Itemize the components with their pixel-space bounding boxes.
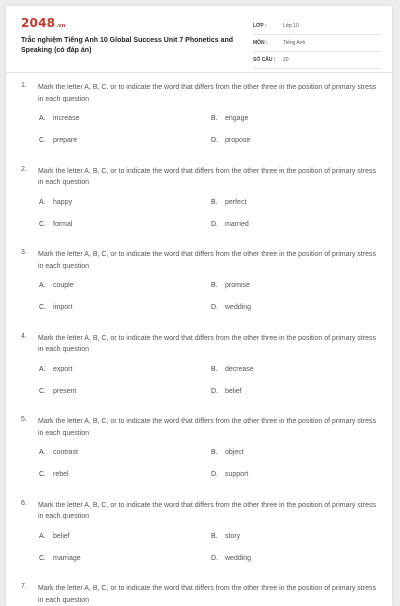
question-text: Mark the letter A, B, C, or to indicate the word that differs from the other three in the position of primary stress in each question [38, 585, 376, 604]
option-letter: A. [39, 532, 46, 540]
option-text: engage [225, 115, 249, 122]
option-letter: C. [39, 220, 46, 228]
question-text: Mark the letter A, B, C, or to indicate the word that differs from the other three in the position of primary stress in each question [38, 501, 376, 520]
meta-label: LỚP : [253, 23, 267, 29]
answer-option[interactable] [211, 115, 248, 122]
question-number: 5. [21, 416, 27, 423]
answer-option[interactable] [211, 471, 248, 478]
answer-option[interactable] [39, 199, 72, 206]
option-text: married [225, 220, 249, 228]
option-text: object [225, 449, 244, 456]
option-text: promise [225, 282, 250, 289]
question-number: 2. [21, 165, 27, 173]
answer-option[interactable] [39, 137, 77, 144]
document-page [6, 6, 392, 606]
answer-option[interactable] [39, 449, 78, 456]
option-text: wedding [225, 304, 252, 311]
option-text: couple [53, 282, 74, 289]
option-letter: D. [211, 304, 218, 311]
answer-option[interactable] [39, 471, 69, 478]
option-text: marriage [53, 554, 81, 562]
question-text: Mark the letter A, B, C, or to indicate the word that differs from the other three in the position of primary stress in each question [38, 418, 376, 437]
meta-row-class [253, 18, 381, 35]
meta-label: SỐ CÂU : [253, 57, 276, 63]
option-letter: C. [39, 304, 46, 311]
answer-option[interactable] [39, 304, 72, 311]
option-text: present [53, 387, 77, 395]
answer-option[interactable] [211, 199, 246, 206]
answer-option[interactable] [39, 555, 81, 562]
question-number: 4. [21, 332, 27, 340]
question-number: 3. [21, 249, 27, 256]
option-text: increase [53, 115, 80, 122]
option-letter: B. [211, 365, 218, 373]
option-letter: C. [39, 554, 46, 562]
option-letter: C. [39, 137, 46, 144]
option-text: wedding [225, 554, 252, 562]
meta-row-count [253, 52, 381, 69]
option-text: import [53, 304, 73, 311]
answer-option[interactable] [211, 533, 240, 540]
option-letter: D. [211, 220, 218, 228]
answer-option[interactable] [39, 366, 72, 373]
question-number: 6. [21, 499, 27, 507]
meta-table [253, 18, 381, 69]
option-letter: A. [39, 449, 46, 456]
answer-option[interactable] [211, 137, 250, 144]
option-letter: A. [39, 198, 46, 206]
site-logo[interactable] [21, 16, 66, 30]
option-letter: D. [211, 471, 218, 478]
meta-value: Tiếng Anh [283, 40, 306, 46]
answer-option[interactable] [211, 449, 244, 456]
answer-option[interactable] [39, 282, 74, 289]
answer-option[interactable] [211, 282, 250, 289]
answer-option[interactable] [39, 388, 76, 395]
option-letter: D. [211, 137, 218, 144]
meta-row-subject [253, 35, 381, 52]
question-number: 1. [21, 82, 27, 89]
option-text: perfect [225, 198, 247, 206]
meta-value: 20 [283, 57, 289, 63]
option-text: story [225, 532, 241, 540]
logo-text: 2048 [21, 16, 56, 30]
option-letter: A. [39, 365, 46, 373]
question-text: Mark the letter A, B, C, or to indicate the word that differs from the other three in the position of primary stress in each question [38, 334, 376, 353]
option-text: formal [53, 220, 73, 228]
option-text: prepare [53, 137, 78, 144]
option-text: rebel [53, 471, 69, 478]
question-text: Mark the letter A, B, C, or to indicate the word that differs from the other three in the position of primary stress in each question [38, 251, 376, 270]
option-text: decrease [225, 365, 254, 373]
answer-option[interactable] [39, 221, 72, 228]
option-text: support [225, 471, 249, 478]
option-letter: D. [211, 387, 218, 395]
option-letter: B. [211, 532, 218, 540]
option-letter: A. [39, 115, 46, 122]
option-letter: B. [211, 449, 218, 456]
option-letter: C. [39, 387, 46, 395]
answer-option[interactable] [39, 115, 79, 122]
meta-label: MÔN : [253, 40, 268, 46]
meta-value: Lớp 10 [283, 23, 299, 29]
answer-option[interactable] [211, 304, 251, 311]
option-letter: C. [39, 471, 46, 478]
question-text: Mark the letter A, B, C, or to indicate the word that differs from the other three in the position of primary stress in each question [38, 167, 376, 186]
page-title: Trắc nghiệm Tiếng Anh 10 Global Success Unit 7 Phonetics and Speaking (có đáp án) [21, 37, 233, 54]
option-text: contrast [53, 449, 78, 456]
answer-option[interactable] [211, 366, 254, 373]
option-letter: B. [211, 198, 218, 206]
option-letter: B. [211, 282, 218, 289]
option-text: export [53, 365, 73, 373]
option-letter: D. [211, 554, 218, 562]
logo-suffix: .vn [56, 23, 66, 29]
option-text: belief [225, 387, 242, 395]
option-letter: B. [211, 115, 218, 122]
option-text: belief [53, 532, 70, 540]
answer-option[interactable] [211, 555, 251, 562]
answer-option[interactable] [39, 533, 70, 540]
answer-option[interactable] [211, 388, 242, 395]
document-header [6, 6, 392, 73]
question-number: 7. [21, 583, 27, 590]
option-text: propose [225, 137, 251, 144]
option-text: happy [53, 198, 73, 206]
question-text: Mark the letter A, B, C, or to indicate the word that differs from the other three in the position of primary stress in each question [38, 84, 376, 103]
answer-option[interactable] [211, 221, 249, 228]
option-letter: A. [39, 282, 46, 289]
